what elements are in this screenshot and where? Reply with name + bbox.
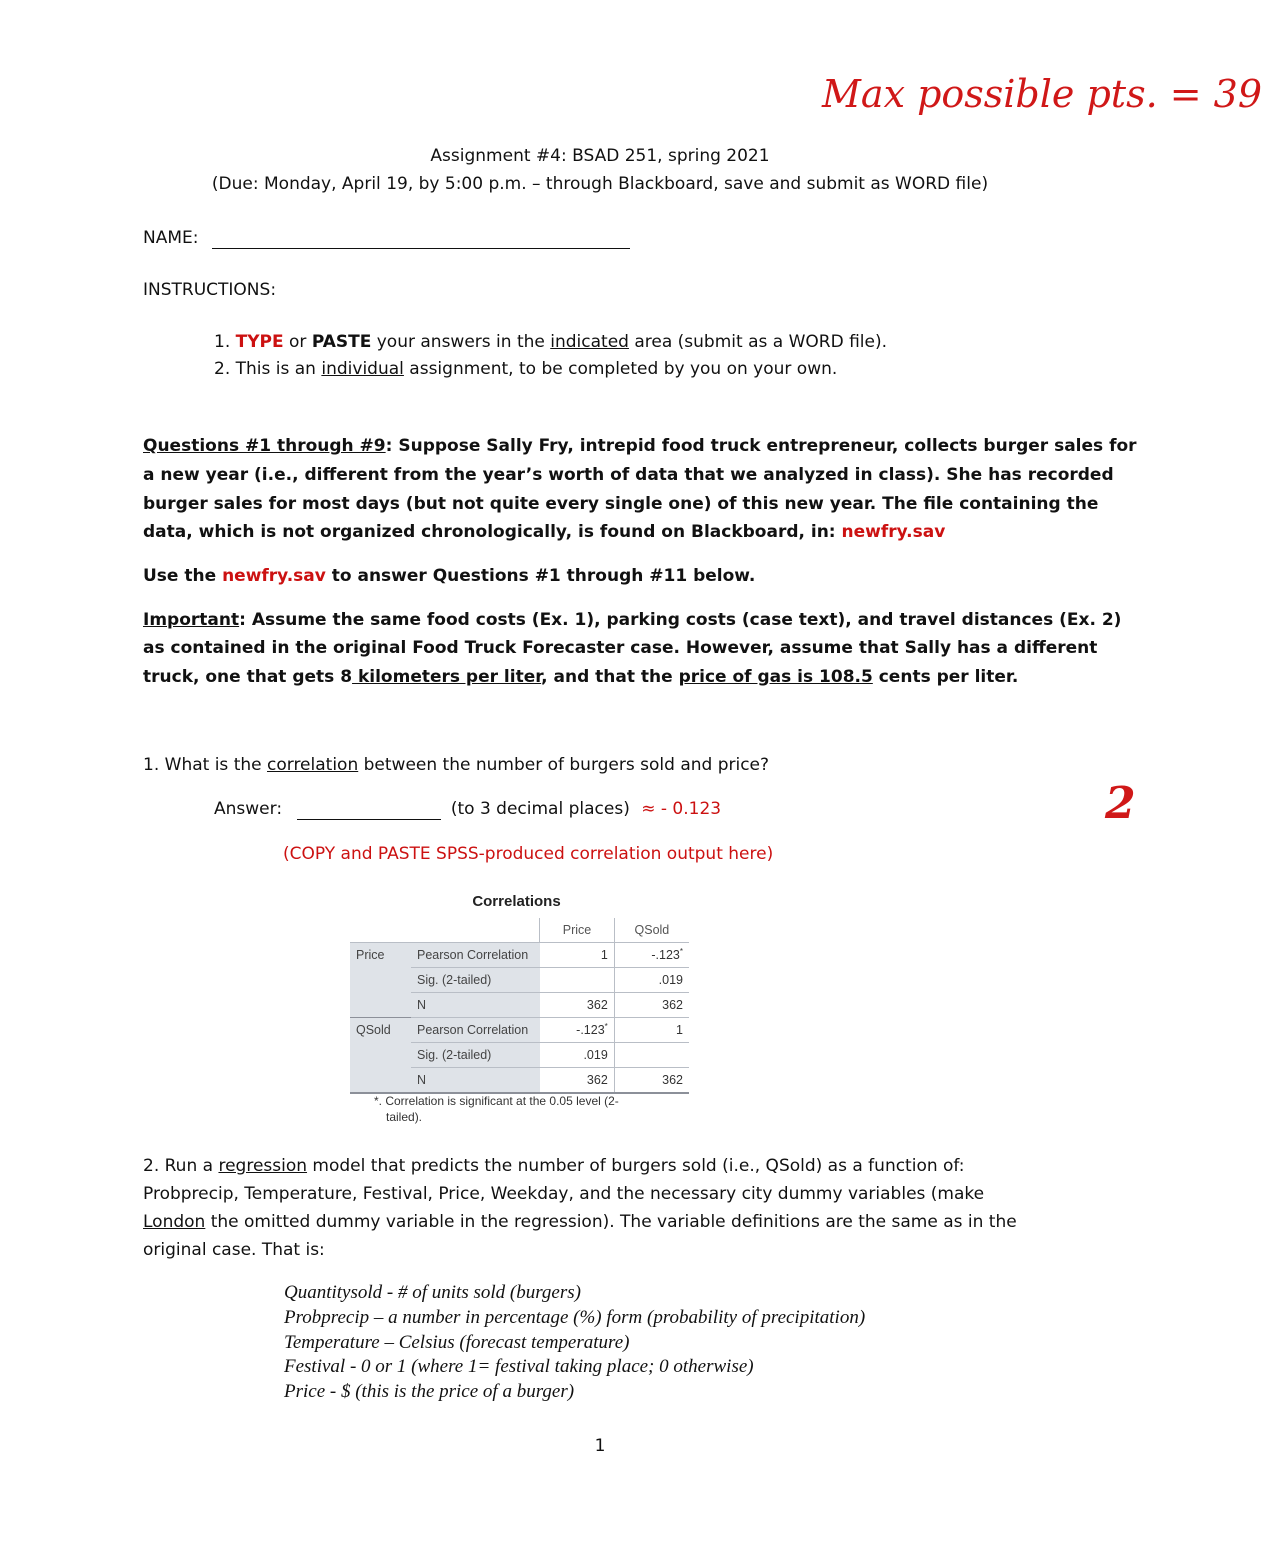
- use-file-line: [143, 566, 755, 586]
- page-number: 1: [594, 1436, 606, 1456]
- table-row: [350, 1043, 689, 1068]
- cell-value: 362: [614, 1068, 689, 1094]
- cell-value: 1: [614, 1018, 689, 1043]
- file-name: newfry.sav: [841, 522, 946, 542]
- cell-value: [540, 1018, 615, 1043]
- variable-definition: Probprecip – a number in percentage (%) form (probability of precipitation): [284, 1307, 866, 1328]
- intro-text: data, which is not organized chronologically, is found on Blackboard, in:: [143, 522, 842, 542]
- individual-word: individual: [321, 359, 404, 379]
- intro-line-3: burger sales for most days (but not quite every single one) of this new year. The file containing the: [143, 494, 1099, 514]
- spss-footnote-1: *. Correlation is significant at the 0.05 level (2-: [374, 1094, 619, 1108]
- use-text: to answer Questions #1 through #11 below.: [325, 566, 756, 586]
- correlation-word: correlation: [267, 755, 359, 775]
- question-2-line-2: Probprecip, Temperature, Festival, Price, Weekday, and the necessary city dummy variables (make: [143, 1184, 985, 1204]
- question-text: model that predicts the number of burgers sold (i.e., QSold) as a function of:: [307, 1156, 965, 1176]
- table-row: [350, 993, 689, 1018]
- significance-mark: *: [604, 1022, 608, 1032]
- instruction-text: This is an: [230, 359, 322, 379]
- questions-label: Questions #1 through #9: [143, 436, 386, 456]
- question-text: between the number of burgers sold and price?: [358, 755, 770, 775]
- cell-text: -.123: [576, 1023, 605, 1038]
- row-group: [350, 968, 411, 993]
- cell-value: .019: [614, 968, 689, 993]
- question-number: 1.: [143, 755, 160, 775]
- spss-title: Correlations: [472, 893, 561, 910]
- significance-mark: *: [679, 947, 683, 957]
- row-group: Price: [350, 943, 411, 968]
- question-2-line-4: original case. That is:: [143, 1240, 325, 1260]
- row-stat: Pearson Correlation: [411, 1018, 540, 1043]
- question-number: 2.: [143, 1156, 160, 1176]
- row-stat: N: [411, 1068, 540, 1094]
- row-group: [350, 1043, 411, 1068]
- variable-definition: Festival - 0 or 1 (where 1= festival taking place; 0 otherwise): [284, 1356, 754, 1377]
- kpl-text: kilometers per liter: [352, 667, 542, 687]
- cell-value: 1: [540, 943, 615, 968]
- answer-blank: [297, 799, 441, 820]
- row-stat: Pearson Correlation: [411, 943, 540, 968]
- handwritten-q1-score: 2: [1105, 778, 1136, 829]
- question-2-line-1: [143, 1156, 965, 1176]
- important-line-3: [143, 667, 1018, 687]
- col-header-qsold: QSold: [614, 918, 689, 943]
- important-line-2: as contained in the original Food Truck Forecaster case. However, assume that Sally has a different: [143, 638, 1098, 658]
- name-label: NAME:: [143, 228, 199, 248]
- copy-paste-note: (COPY and PASTE SPSS-produced correlation output here): [283, 844, 774, 864]
- variable-definition: Temperature – Celsius (forecast temperature): [284, 1332, 630, 1353]
- cell-value: 362: [540, 1068, 615, 1094]
- instruction-item-2: [214, 359, 837, 379]
- indicated-word: indicated: [550, 332, 629, 352]
- or-text: or: [283, 332, 312, 352]
- regression-word: regression: [218, 1156, 308, 1176]
- name-blank: [212, 228, 630, 249]
- question-text: the omitted dummy variable in the regression). The variable definitions are the same as in the: [205, 1212, 1017, 1232]
- type-keyword: TYPE: [235, 332, 284, 352]
- assignment-title: Assignment #4: BSAD 251, spring 2021: [430, 146, 770, 166]
- question-text: Run a: [159, 1156, 219, 1176]
- use-text: Use the: [143, 566, 223, 586]
- question-text: What is the: [159, 755, 267, 775]
- decimal-note: (to 3 decimal places): [450, 799, 630, 819]
- important-text: : Assume the same food costs (Ex. 1), parking costs (case text), and travel distances (Ex. 2): [239, 610, 1122, 630]
- table-row: [350, 1068, 689, 1094]
- question-2-line-3: [143, 1212, 1017, 1232]
- cell-value: .019: [540, 1043, 615, 1068]
- due-line: (Due: Monday, April 19, by 5:00 p.m. – through Blackboard, save and submit as WORD file): [211, 174, 989, 194]
- cell-value: [614, 943, 689, 968]
- row-group: QSold: [350, 1018, 411, 1043]
- cell-text: -.123: [651, 948, 680, 963]
- variable-definition: Quantitysold - # of units sold (burgers): [284, 1282, 581, 1303]
- row-stat: N: [411, 993, 540, 1018]
- cell-value: 362: [540, 993, 615, 1018]
- table-row: [350, 968, 689, 993]
- instruction-text: assignment, to be completed by you on your own.: [403, 359, 838, 379]
- intro-line-2: a new year (i.e., different from the year’s worth of data that we analyzed in class). She has recorded: [143, 465, 1114, 485]
- name-line: [143, 228, 630, 249]
- row-group: [350, 1068, 411, 1094]
- gas-price-text: price of gas is 108.5: [678, 667, 873, 687]
- item-number: 2.: [214, 359, 231, 379]
- answer-label: Answer:: [214, 799, 283, 819]
- handwritten-max-points: Max possible pts. = 39: [822, 72, 1262, 116]
- row-group: [350, 993, 411, 1018]
- important-text: cents per liter.: [872, 667, 1019, 687]
- spss-correlation-table: [350, 918, 690, 1094]
- table-row: [350, 1018, 689, 1043]
- instruction-text: your answers in the: [371, 332, 551, 352]
- table-row: [350, 943, 689, 968]
- london-word: London: [143, 1212, 206, 1232]
- answer-value: ≈ - 0.123: [641, 799, 722, 819]
- intro-line-4: [143, 522, 945, 542]
- spss-footnote-2: tailed).: [386, 1110, 423, 1124]
- intro-text: : Suppose Sally Fry, intrepid food truck entrepreneur, collects burger sales for: [385, 436, 1137, 456]
- instructions-heading: INSTRUCTIONS:: [143, 280, 277, 300]
- important-line-1: [143, 610, 1121, 630]
- important-label: Important: [143, 610, 240, 630]
- important-text: , and that the: [541, 667, 679, 687]
- cell-value: 362: [614, 993, 689, 1018]
- q1-answer-line: [214, 799, 721, 820]
- row-stat: Sig. (2-tailed): [411, 1043, 540, 1068]
- paste-keyword: PASTE: [311, 332, 372, 352]
- instruction-text: area (submit as a WORD file).: [628, 332, 887, 352]
- file-name: newfry.sav: [222, 566, 326, 586]
- important-text: truck, one that gets 8: [143, 667, 353, 687]
- intro-line-1: [143, 436, 1137, 456]
- item-number: 1.: [214, 332, 231, 352]
- cell-value: [614, 1043, 689, 1068]
- question-1: [143, 755, 769, 775]
- cell-value: [540, 968, 615, 993]
- col-header-price: Price: [540, 918, 615, 943]
- instruction-item-1: [214, 332, 887, 352]
- row-stat: Sig. (2-tailed): [411, 968, 540, 993]
- variable-definition: Price - $ (this is the price of a burger): [284, 1381, 575, 1402]
